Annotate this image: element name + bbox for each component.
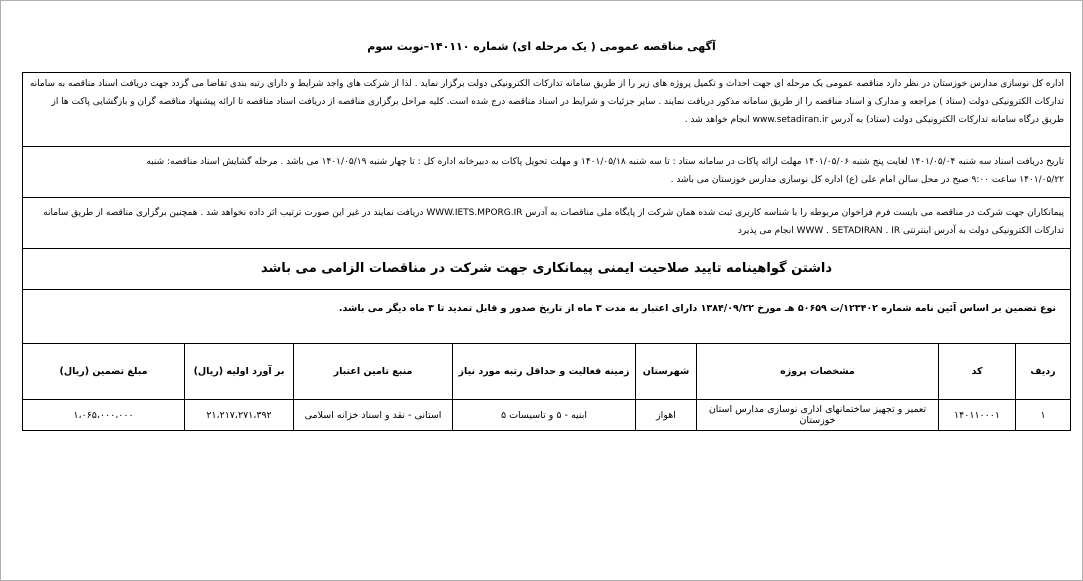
- intro-section: [22, 72, 1071, 147]
- table-row: [23, 400, 1071, 431]
- guarantee-section: [22, 289, 1071, 344]
- dates-line-1: تاریخ دریافت اسناد سه شنبه ۱۴۰۱/۰۵/۰۴ لغایت پنج شنبه ۱۴۰۱/۰۵/۰۶ مهلت ارائه پاکات در سامانه ستاد : تا سه شنبه ۱۴۰۱/۰۵/۱۸ و مهلت تحویل پاکات به دبیرخانه اداره کل : تا چهار شنبه ۱۴۰۱/۰۵/۱۹ می باشد . مرحله گشایش اسناد مناقصه: شنبه: [146, 157, 1064, 167]
- contractors-section: [22, 197, 1071, 249]
- safety-banner: داشتن گواهینامه تایید صلاحیت ایمنی پیمانکاری جهت شرکت در مناقصات الزامی می باشد: [260, 261, 833, 276]
- header-funding: منبع تامین اعتبار: [294, 344, 453, 400]
- guarantee-text: نوع تضمین بر اساس آئین نامه شماره ۱۲۳۴۰۲/ت ۵۰۶۵۹ هـ مورخ ۱۳۸۴/۰۹/۲۲ دارای اعتبار به مدت ۳ ماه از تاریخ صدور و قابل تمدید تا ۳ ماه دیگر می باشد.: [338, 303, 1056, 314]
- cell-row-no: ۱: [1016, 400, 1071, 431]
- header-code: کد: [939, 344, 1016, 400]
- table-header-row: [23, 344, 1071, 400]
- banner-section: [22, 248, 1071, 290]
- cell-guarantee: ۱،۰۶۵،۰۰۰،۰۰۰: [23, 400, 185, 431]
- cell-activity: ابنیه - ۵ و تاسیسات ۵: [453, 400, 636, 431]
- contractors-line-2: تدارکات الکترونیکی دولت به آدرس اینترنتی WWW . SETADIRAN . IR انجام می پذیرد: [737, 226, 1064, 236]
- intro-line-3: طریق درگاه سامانه تدارکات الکترونیکی دولت (ستاد) به آدرس www.setadiran.ir انجام خواهد شد .: [684, 115, 1064, 125]
- cell-funding: استانی - نقد و اسناد خزانه اسلامی: [294, 400, 453, 431]
- intro-line-1: اداره کل نوسازی مدارس خوزستان در نظر دارد مناقصه عمومی یک مرحله ای جهت احداث و تکمیل پروژه های زیر را از طریق سامانه تدارکات الکترونیکی دولت برگزار نماید . لذا از شرکت های واجد شرایط و دارای رتبه بندی تقاضا می گردد جهت دریافت اسناد مناقصه به سامانه: [29, 79, 1064, 89]
- header-project: مشخصات پروژه: [697, 344, 939, 400]
- intro-text: [23, 73, 1070, 129]
- cell-city: اهواز: [636, 400, 697, 431]
- contractors-line-1: پیمانکاران جهت شرکت در مناقصه می بایست فرم فراخوان مربوطه را با شناسه کاربری ثبت شده همان شرکت از پایگاه ملی مناقصات به آدرس WWW.IETS.MPORG.IR دریافت نمایند در غیر این صورت ترتیب اثر داده نخواهد شد . همچنین برگزاری مناقصه از طریق سامانه: [43, 208, 1064, 218]
- cell-project: تعمیر و تجهیز ساختمانهای اداری نوسازی مدارس استان خوزستان: [697, 400, 939, 431]
- dates-section: [22, 146, 1071, 198]
- tender-table: [22, 343, 1071, 431]
- header-city: شهرستان: [636, 344, 697, 400]
- cell-code: ۱۴۰۱۱۰۰۰۱: [939, 400, 1016, 431]
- dates-text: [23, 147, 1070, 189]
- contractors-text: [23, 198, 1070, 240]
- notice-title: آگهی مناقصه عمومی ( یک مرحله ای) شماره ۱۴۰۱۱۰–نوبت سوم: [367, 40, 716, 53]
- header-activity: زمینه فعالیت و حداقل رتبه مورد نیاز: [453, 344, 636, 400]
- dates-line-2: ۱۴۰۱/۰۵/۲۲ ساعت ۹:۰۰ صبح در محل سالن امام علی (ع) اداره کل نوسازی مدارس خوزستان می باشد .: [670, 175, 1064, 185]
- header-estimate: بر آورد اولیه (ریال): [185, 344, 294, 400]
- cell-estimate: ۲۱،۲۱۷،۲۷۱،۳۹۲: [185, 400, 294, 431]
- header-row-no: ردیف: [1016, 344, 1071, 400]
- header-guarantee: مبلغ تضمین (ریال): [23, 344, 185, 400]
- intro-line-2: تدارکات الکترونیکی دولت (ستاد ) مراجعه و مدارک و اسناد مناقصه را از طریق سامانه مذکور دریافت نمایند . سایر جزئیات و شرایط در اسناد مناقصه درج شده است. کلیه مراحل برگزاری مناقصه از دریافت اسناد مناقصه تا ارائه پیشنهاد مناقصه گران و بازگشایی پاکت ها از: [51, 97, 1064, 107]
